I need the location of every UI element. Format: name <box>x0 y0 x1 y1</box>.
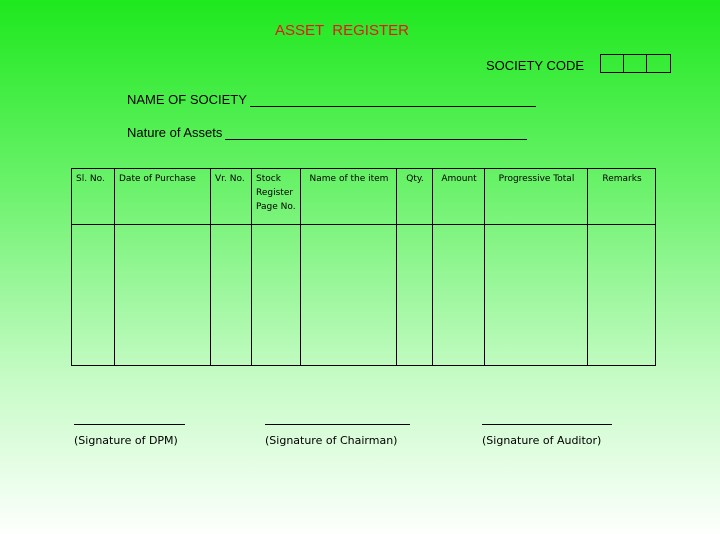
nature-of-assets-field <box>127 125 527 140</box>
header-stock-register-page-no <box>252 169 301 225</box>
header-text: Date of Purchase <box>119 174 196 184</box>
header-text: Qty. <box>406 174 424 184</box>
signature-chairman-label: (Signature of Chairman) <box>265 434 398 447</box>
signature-dpm-label: (Signature of DPM) <box>74 434 178 447</box>
table-cell <box>485 225 588 366</box>
table-cell <box>252 225 301 366</box>
nature-of-assets-blank <box>225 127 527 140</box>
table-cell <box>211 225 252 366</box>
society-code-box <box>647 55 670 72</box>
header-remarks <box>588 169 656 225</box>
header-text: Vr. No. <box>215 174 245 184</box>
society-code-box <box>624 55 647 72</box>
table-row <box>72 225 656 366</box>
table-cell <box>72 225 115 366</box>
page-title: ASSET REGISTER <box>275 22 409 39</box>
signature-auditor-label: (Signature of Auditor) <box>482 434 602 447</box>
society-name-field <box>127 92 536 107</box>
signature-line-dpm <box>74 424 185 425</box>
table-cell <box>588 225 656 366</box>
header-progressive-total <box>485 169 588 225</box>
header-text: Register <box>256 188 294 198</box>
header-qty <box>397 169 433 225</box>
header-name-of-item <box>301 169 397 225</box>
header-vr-no <box>211 169 252 225</box>
header-text: Sl. No. <box>76 174 105 184</box>
table-cell <box>433 225 485 366</box>
header-text: Name of the item <box>309 174 389 184</box>
header-text: Page No. <box>256 202 296 212</box>
header-date-of-purchase <box>115 169 211 225</box>
signature-line-chairman <box>265 424 410 425</box>
header-text: Amount <box>441 174 477 184</box>
table-header-row <box>72 169 656 225</box>
nature-of-assets-label: Nature of Assets <box>127 125 223 140</box>
society-code-label: SOCIETY CODE <box>486 58 585 73</box>
society-code-boxes <box>600 54 671 73</box>
header-text: Progressive Total <box>498 174 575 184</box>
society-code-box <box>601 55 624 72</box>
society-name-blank <box>250 94 536 107</box>
asset-register-table <box>71 168 656 366</box>
signature-line-auditor <box>482 424 612 425</box>
header-text: Remarks <box>602 174 642 184</box>
table-cell <box>115 225 211 366</box>
table-cell <box>301 225 397 366</box>
header-text: Stock <box>256 174 281 184</box>
table-cell <box>397 225 433 366</box>
society-name-label: NAME OF SOCIETY <box>127 92 247 107</box>
header-sl-no <box>72 169 115 225</box>
header-amount <box>433 169 485 225</box>
